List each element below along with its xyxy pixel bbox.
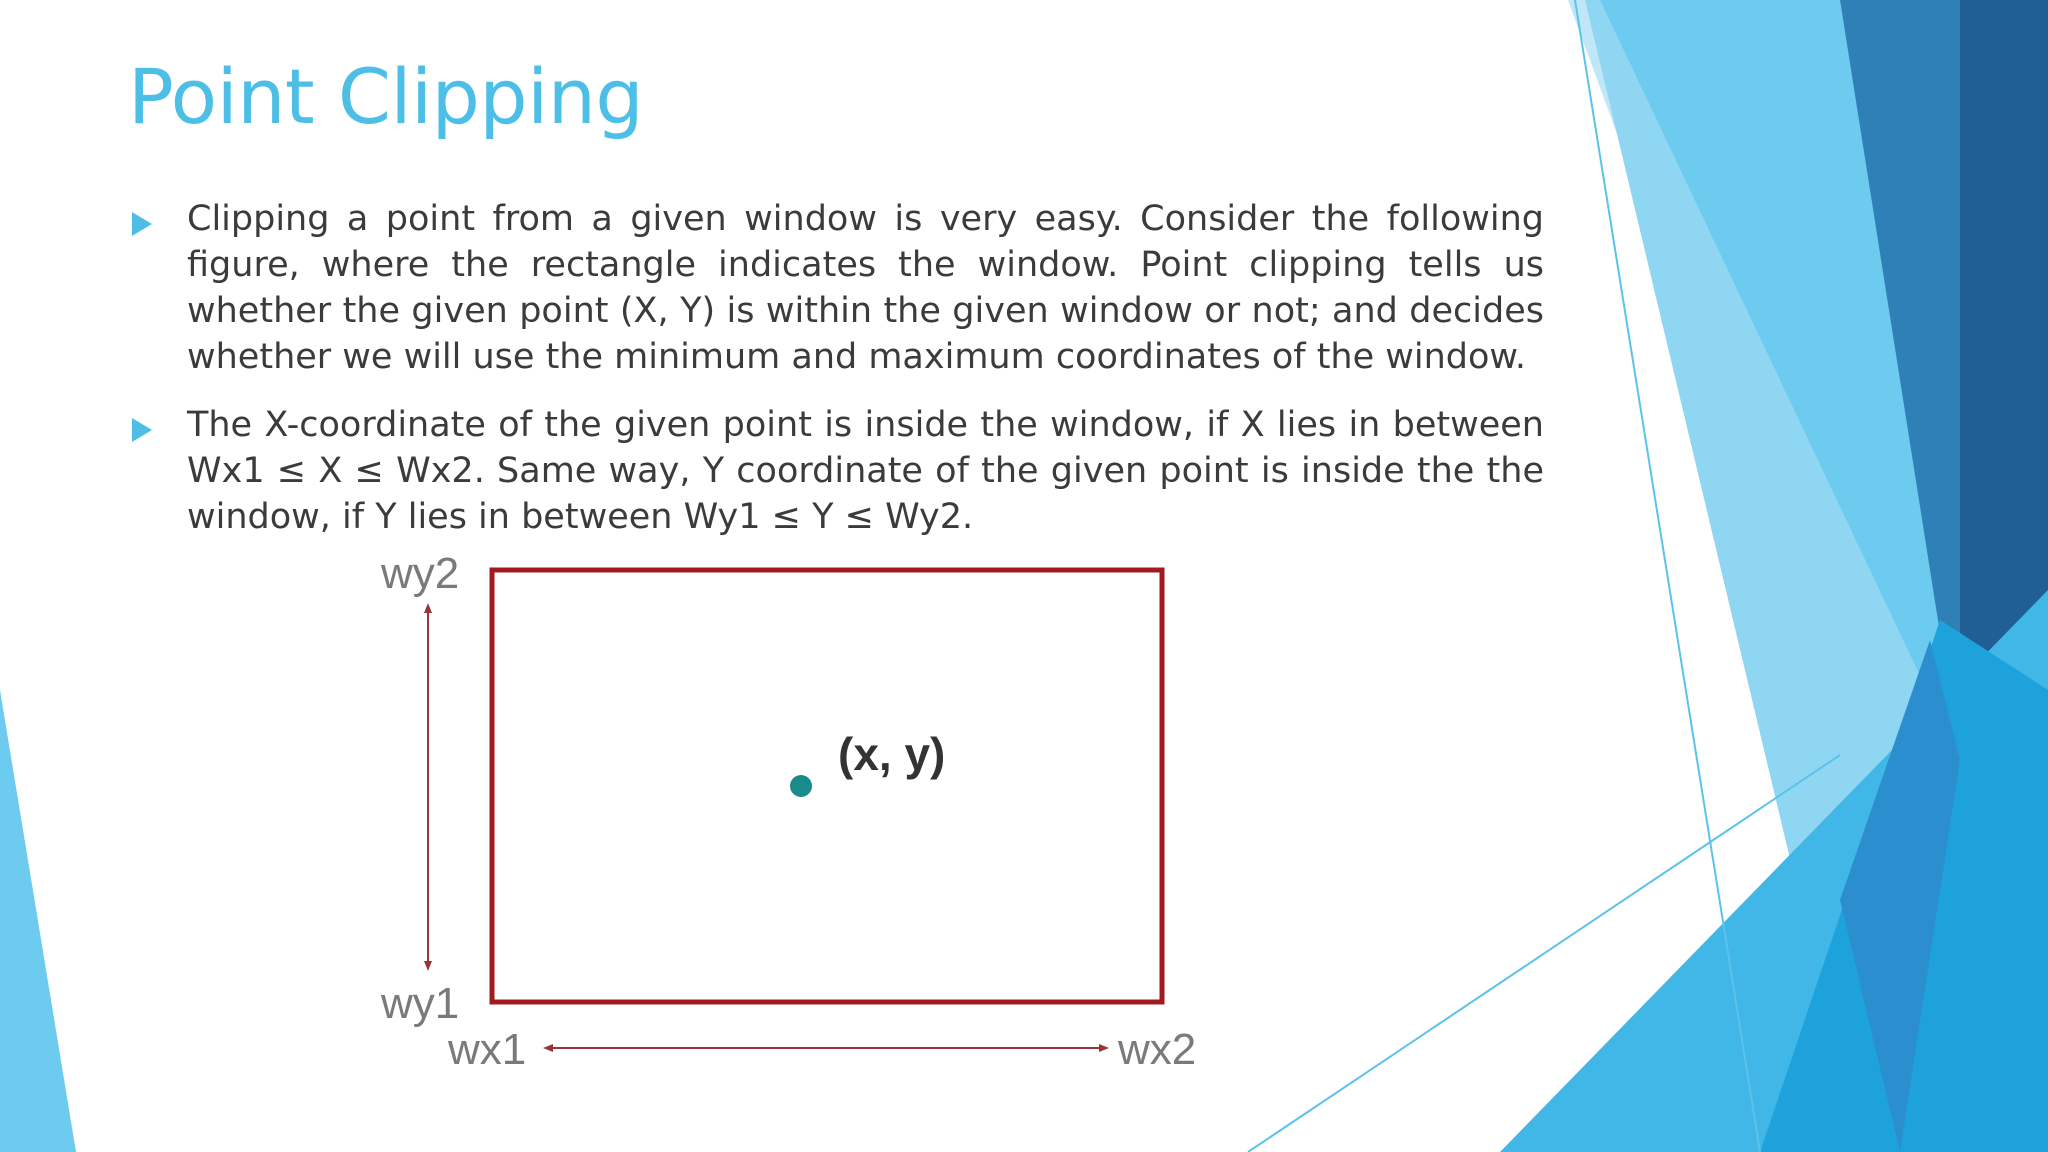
left-accent-shape xyxy=(0,690,76,1152)
clipping-window-rectangle xyxy=(492,570,1162,1002)
slide-title: Point Clipping xyxy=(128,52,644,141)
point-marker xyxy=(790,775,812,797)
wx2-label: wx2 xyxy=(1118,1025,1197,1074)
bullet-item xyxy=(130,196,1544,380)
wy1-label: wy1 xyxy=(381,979,460,1028)
wy2-label: wy2 xyxy=(381,549,460,598)
triangle-bullet-icon xyxy=(132,418,152,442)
bullet-list xyxy=(130,196,1544,562)
bullet-text: The X-coordinate of the given point is inside the window, if X lies in between Wx1 ≤ X ≤ Wx2. Same way, Y coordinate of the given point is inside the the window, if Y lies in between Wy1 ≤ Y ≤ Wy2. xyxy=(187,405,1544,537)
triangle-bullet-icon xyxy=(132,212,152,236)
point-label: (x, y) xyxy=(838,728,946,780)
wx1-label: wx1 xyxy=(448,1025,527,1074)
point-clipping-figure xyxy=(370,548,1230,1088)
bullet-item xyxy=(130,402,1544,540)
bullet-text: Clipping a point from a given window is very easy. Consider the following figure, where the rectangle indicates the window. Point clipping tells us whether the given point (X, Y) is within the given window or not; and decides whether we will use the minimum and maximum coordinates of the window. xyxy=(187,199,1544,377)
